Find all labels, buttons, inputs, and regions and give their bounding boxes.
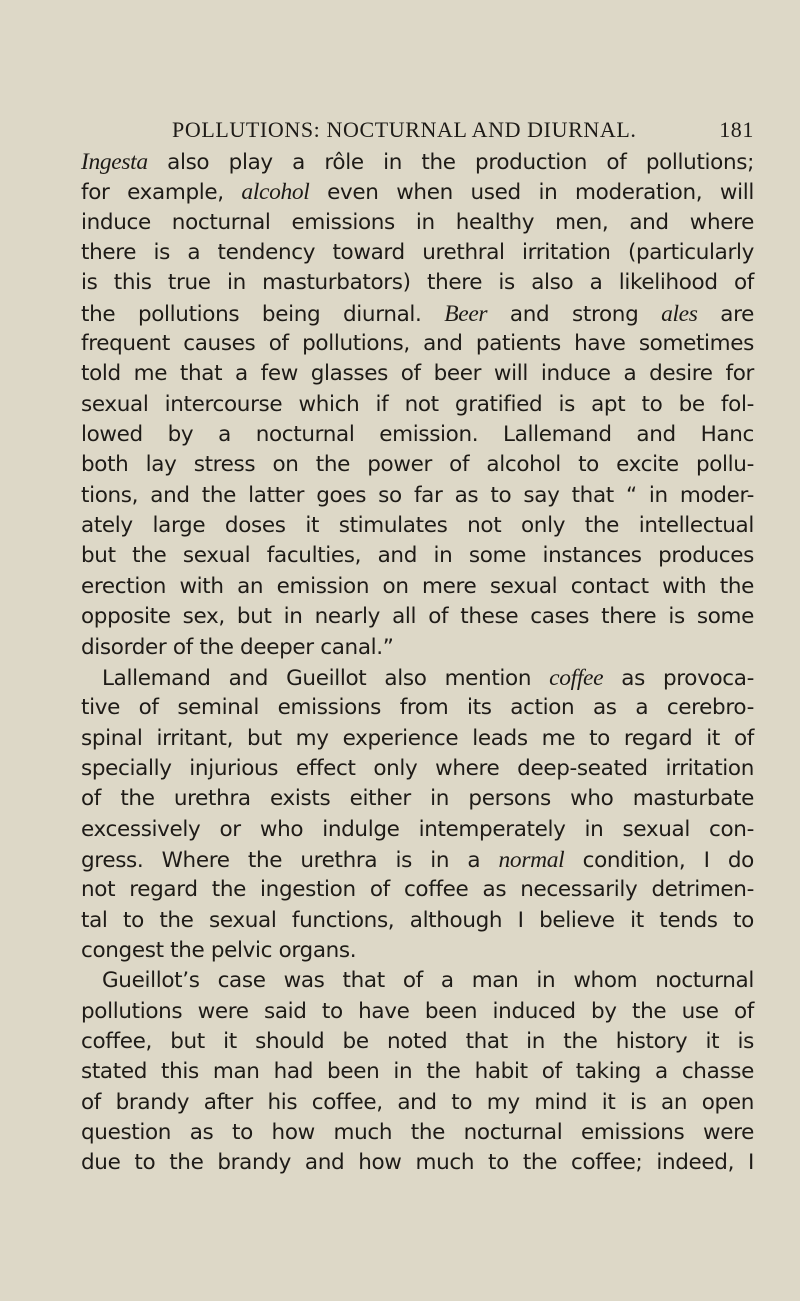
text-run: sexual intercourse which if not gratified is apt to be fol- [81, 391, 754, 417]
text-line [81, 1088, 754, 1118]
page-number: 181 [719, 117, 754, 142]
text-line [81, 815, 754, 845]
text-run: there is a tendency toward urethral irritation (particularly [81, 240, 754, 266]
text-line [81, 329, 754, 359]
text-line [81, 511, 754, 541]
text-line [81, 177, 754, 207]
text-line [81, 359, 754, 389]
text-run: erection with an emission on mere sexual contact with the [81, 573, 754, 599]
text-run: even when used in moderation, will [309, 180, 754, 206]
text-run: Gueillot’s case was that of a man in whom nocturnal [102, 968, 754, 994]
text-run: as provoca- [603, 665, 754, 691]
italic-term: ales [661, 300, 698, 327]
text-line [81, 724, 754, 754]
text-run: ately large doses it stimulates not only the intellectual [81, 513, 754, 539]
text-line [81, 1148, 754, 1178]
text-line [81, 481, 754, 511]
text-run: for example, [81, 180, 242, 206]
text-line [81, 602, 754, 632]
text-line [81, 268, 754, 298]
text-line [81, 238, 754, 268]
italic-term: Beer [444, 300, 488, 327]
italic-term: alcohol [241, 179, 310, 206]
text-line [81, 299, 754, 329]
italic-term: normal [498, 846, 565, 873]
text-run: gress. Where the urethra is in a [81, 847, 499, 873]
text-run: stated this man had been in the habit of taking a chasse [81, 1059, 754, 1085]
running-head [172, 117, 754, 143]
text-line [81, 1118, 754, 1148]
text-run: frequent causes of pollutions, and patients have sometimes [81, 331, 754, 357]
text-run: the pollutions being diurnal. [81, 301, 445, 327]
text-line [81, 390, 754, 420]
text-line [81, 845, 754, 875]
text-run: condition, I do [564, 847, 754, 873]
text-line [81, 541, 754, 571]
text-run: tions, and the latter goes so far as to say that “ in moder- [81, 482, 754, 508]
text-line [81, 1057, 754, 1087]
text-line [81, 208, 754, 238]
text-line [81, 663, 754, 693]
text-line [81, 420, 754, 450]
text-run: due to the brandy and how much to the coffee; indeed, I [81, 1150, 754, 1176]
text-run: told me that a few glasses of beer will induce a desire for [81, 361, 754, 387]
text-run: of the urethra exists either in persons who masturbate [81, 786, 754, 812]
text-run: disorder of the deeper canal.” [81, 634, 394, 660]
text-run: coffee, but it should be noted that in the history it is [81, 1028, 754, 1054]
text-line [81, 997, 754, 1027]
italic-term: coffee [549, 664, 604, 691]
text-run: induce nocturnal emissions in healthy men, and where [81, 209, 754, 235]
text-run: tal to the sexual functions, although I believe it tends to [81, 907, 754, 933]
body-text [81, 147, 754, 1179]
text-run: Lallemand and Gueillot also mention [102, 665, 550, 691]
text-run: are [697, 301, 754, 327]
text-line [81, 572, 754, 602]
text-run: congest the pelvic organs. [81, 937, 357, 963]
text-run: opposite sex, but in nearly all of these cases there is some [81, 604, 754, 630]
text-run: also play a rôle in the production of pollutions; [147, 150, 754, 175]
text-run: question as to how much the nocturnal emissions were [81, 1120, 754, 1145]
text-line [81, 966, 754, 996]
text-run: is this true in masturbators) there is also a likelihood of [81, 270, 754, 296]
text-line [81, 693, 754, 723]
text-run: of brandy after his coffee, and to my mind it is an open [81, 1089, 754, 1115]
running-head-title: POLLUTIONS: NOCTURNAL AND DIURNAL. [172, 117, 637, 142]
text-run: pollutions were said to have been induced by the use of [81, 998, 754, 1024]
text-run: spinal irritant, but my experience leads me to regard it of [81, 725, 754, 751]
text-line [81, 754, 754, 784]
text-run: but the sexual faculties, and in some instances produces [81, 543, 754, 569]
text-line [81, 450, 754, 480]
text-line [81, 784, 754, 814]
text-run: excessively or who indulge intemperately in sexual con- [81, 816, 754, 842]
text-line [81, 936, 754, 966]
text-run: both lay stress on the power of alcohol to excite pollu- [81, 452, 754, 478]
text-line [81, 633, 754, 663]
text-run: tive of seminal emissions from its action as a cerebro- [81, 695, 754, 721]
text-line [81, 906, 754, 936]
text-line [81, 875, 754, 905]
text-run: and strong [487, 301, 662, 327]
text-run: lowed by a nocturnal emission. Lallemand and Hanc [81, 422, 754, 448]
text-line [81, 1027, 754, 1057]
text-run: specially injurious effect only where deep-seated irritation [81, 755, 754, 781]
italic-term: Ingesta [81, 149, 148, 175]
text-run: not regard the ingestion of coffee as necessarily detrimen- [81, 877, 754, 903]
text-line [81, 147, 754, 177]
